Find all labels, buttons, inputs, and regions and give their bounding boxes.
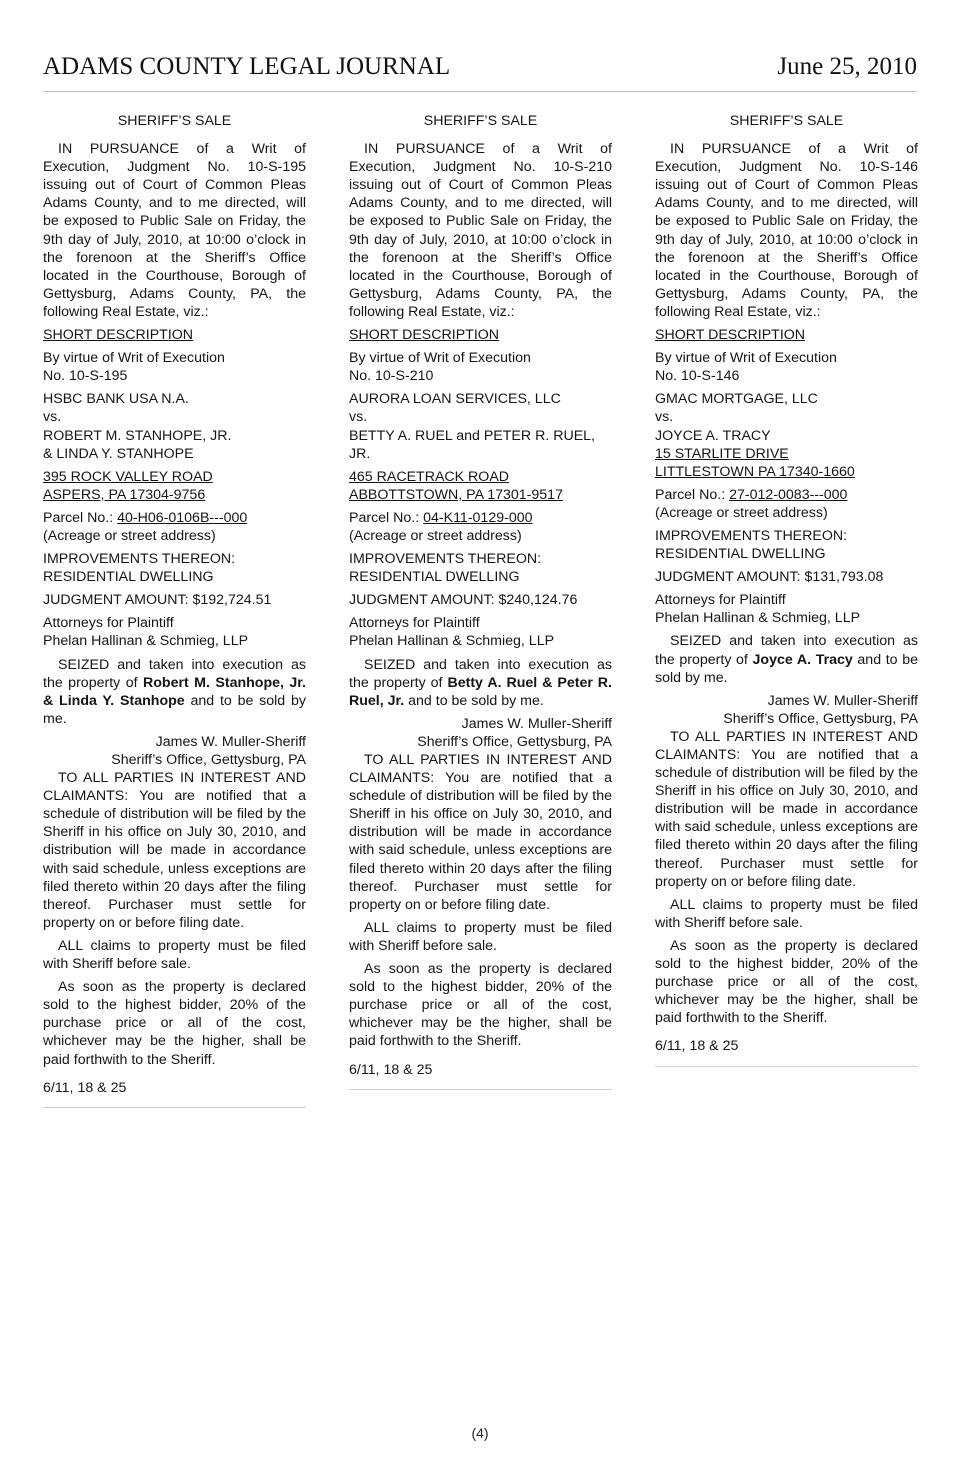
header-divider [43, 91, 917, 92]
distribution-notice: TO ALL PARTIES IN INTEREST AND CLAIMANTS: You are notified that a schedule of distribution will be filed by the Sheriff in his office on July 30, 2010, and distribution will be made in accordance with said schedule, unless exceptions are filed thereto within 20 days after the filing thereof. Purchaser must settle for property on or before filing date. [349, 752, 612, 913]
sheriff-office: Sheriff’s Office, Gettysburg, PA [111, 752, 306, 768]
parcel-number: 04-K11-0129-000 [423, 509, 533, 526]
plaintiff: HSBC BANK USA N.A. [43, 391, 189, 408]
improvements-type: RESIDENTIAL DWELLING [349, 569, 520, 586]
notice-column-1 [43, 112, 306, 1108]
notice-title: SHERIFF’S SALE [423, 113, 538, 129]
sheriff-name: James W. Muller-Sheriff [155, 733, 306, 750]
notice-intro: IN PURSUANCE of a Writ of Execution, Judgment No. 10-S-210 issuing out of Court of Common Pleas Adams County, and to me directed, will be exposed to Public Sale on Friday, the 9th day of July, 2010, at 10:00 o’clock in the forenoon at the Sheriff’s Office located in the Courthouse, Borough of Gettysburg, Adams County, PA, the following Real Estate, viz.: [349, 141, 612, 320]
co-defendant: & LINDA Y. STANHOPE [43, 445, 194, 462]
publication-dates: 6/11, 18 & 25 [349, 1061, 433, 1078]
acreage-note: (Acreage or street address) [349, 527, 522, 544]
seized-text-end: and to be sold by me. [404, 692, 544, 709]
plaintiff: AURORA LOAN SERVICES, LLC [349, 391, 561, 408]
property-street: 465 RACETRACK ROAD [349, 468, 510, 485]
seized-text-end: and to be sold by me. [43, 692, 306, 727]
page-number: (4) [471, 1425, 489, 1441]
property-city: LITTLESTOWN PA 17340-1660 [655, 463, 855, 480]
judgment-amount: JUDGMENT AMOUNT: $192,724.51 [43, 592, 272, 609]
publication-dates: 6/11, 18 & 25 [655, 1038, 739, 1055]
issue-date: June 25, 2010 [777, 53, 917, 80]
bid-terms: As soon as the property is declared sold to the highest bidder, 20% of the purchase price or all of the cost, whichever may be the higher, shall be paid forthwith to the Sheriff. [655, 937, 918, 1027]
attorneys-label: Attorneys for Plaintiff [655, 592, 786, 609]
acreage-note: (Acreage or street address) [43, 527, 216, 544]
parcel-line [43, 509, 306, 527]
seized-text: SEIZED and taken into execution as the property of [655, 633, 918, 668]
judgment-amount: JUDGMENT AMOUNT: $240,124.76 [349, 592, 578, 609]
short-description-heading: SHORT DESCRIPTION [349, 327, 500, 344]
property-city: ASPERS, PA 17304-9756 [43, 486, 206, 503]
seized-statement [655, 632, 918, 686]
improvements-type: RESIDENTIAL DWELLING [43, 569, 214, 586]
publication-dates: 6/11, 18 & 25 [43, 1079, 127, 1096]
claims-notice: ALL claims to property must be filed with Sheriff before sale. [349, 919, 612, 954]
sheriff-name: James W. Muller-Sheriff [461, 715, 612, 732]
claims-notice: ALL claims to property must be filed with Sheriff before sale. [655, 896, 918, 931]
notice-column-3 [655, 112, 918, 1067]
claims-notice: ALL claims to property must be filed with Sheriff before sale. [43, 937, 306, 973]
seized-text: SEIZED and taken into execution as the property of [349, 656, 612, 691]
parcel-number: 27-012-0083---000 [729, 486, 848, 503]
acreage-note: (Acreage or street address) [655, 504, 828, 521]
notice-column-2 [349, 112, 612, 1090]
notice-title: SHERIFF’S SALE [729, 113, 844, 129]
defendant: JOYCE A. TRACY [655, 427, 771, 444]
parcel-number: 40-H06-0106B---000 [117, 509, 248, 526]
parcel-label: Parcel No.: [43, 509, 118, 526]
notice-title: SHERIFF’S SALE [117, 113, 232, 129]
plaintiff: GMAC MORTGAGE, LLC [655, 391, 818, 408]
property-street: 15 STARLITE DRIVE [655, 445, 789, 462]
parcel-label: Parcel No.: [655, 486, 730, 503]
bid-terms: As soon as the property is declared sold to the highest bidder, 20% of the purchase price or all of the cost, whichever may be the higher, shall be paid forthwith to the Sheriff. [43, 979, 306, 1068]
improvements-heading: IMPROVEMENTS THEREON: [43, 551, 236, 568]
improvements-type: RESIDENTIAL DWELLING [655, 546, 826, 563]
writ-number: No. 10-S-146 [655, 368, 740, 385]
notice-end-divider [43, 1107, 306, 1108]
seized-owner: Betty A. Ruel & Peter R. Ruel, Jr. [349, 674, 612, 709]
parcel-label: Parcel No.: [349, 509, 424, 526]
parcel-line [655, 486, 918, 504]
versus: vs. [349, 409, 368, 426]
journal-title: ADAMS COUNTY LEGAL JOURNAL [43, 53, 451, 80]
seized-owner: Robert M. Stanhope, Jr. & Linda Y. Stanhope [43, 674, 306, 709]
sheriff-office: Sheriff’s Office, Gettysburg, PA [417, 733, 612, 750]
attorneys-label: Attorneys for Plaintiff [43, 615, 174, 632]
notice-intro: IN PURSUANCE of a Writ of Execution, Judgment No. 10-S-195 issuing out of Court of Common Pleas Adams County, and to me directed, will be exposed to Public Sale on Friday, the 9th day of July, 2010, at 10:00 o’clock in the forenoon at the Sheriff’s Office located in the Courthouse, Borough of Gettysburg, Adams County, PA, the following Real Estate, viz.: [43, 141, 306, 320]
distribution-notice: TO ALL PARTIES IN INTEREST AND CLAIMANTS: You are notified that a schedule of distribution will be filed by the Sheriff in his office on July 30, 2010, and distribution will be made in accordance with said schedule, unless exceptions are filed thereto within 20 days after the filing thereof. Purchaser must settle for property on or before filing date. [655, 728, 918, 890]
parcel-line [349, 509, 612, 527]
property-street: 395 ROCK VALLEY ROAD [43, 468, 213, 485]
attorneys-firm: Phelan Hallinan & Schmieg, LLP [655, 610, 861, 627]
writ-line: By virtue of Writ of Execution [43, 350, 225, 367]
writ-number: No. 10-S-195 [43, 368, 128, 385]
notice-end-divider [655, 1066, 918, 1067]
attorneys-firm: Phelan Hallinan & Schmieg, LLP [43, 633, 249, 650]
distribution-notice: TO ALL PARTIES IN INTEREST AND CLAIMANTS: You are notified that a schedule of distribution will be filed by the Sheriff in his office on July 30, 2010, and distribution will be made in accordance with said schedule, unless exceptions are filed thereto within 20 days after the filing thereof. Purchaser must settle for property on or before filing date. [43, 770, 306, 931]
writ-number: No. 10-S-210 [349, 368, 434, 385]
short-description-heading: SHORT DESCRIPTION [655, 327, 806, 344]
improvements-heading: IMPROVEMENTS THEREON: [349, 551, 542, 568]
attorneys-label: Attorneys for Plaintiff [349, 615, 480, 632]
property-city: ABBOTTSTOWN, PA 17301-9517 [349, 486, 563, 503]
writ-line: By virtue of Writ of Execution [349, 350, 531, 367]
seized-text: SEIZED and taken into execution as the property of [43, 656, 306, 691]
judgment-amount: JUDGMENT AMOUNT: $131,793.08 [655, 569, 884, 586]
seized-statement [43, 656, 306, 728]
defendant: BETTY A. RUEL and PETER R. RUEL, JR. [349, 427, 596, 462]
improvements-heading: IMPROVEMENTS THEREON: [655, 527, 848, 544]
short-description-heading: SHORT DESCRIPTION [43, 327, 194, 344]
bid-terms: As soon as the property is declared sold to the highest bidder, 20% of the purchase price or all of the cost, whichever may be the higher, shall be paid forthwith to the Sheriff. [349, 961, 612, 1050]
versus: vs. [43, 409, 62, 426]
versus: vs. [655, 409, 674, 426]
defendant: ROBERT M. STANHOPE, JR. [43, 427, 232, 444]
notice-end-divider [349, 1089, 612, 1090]
journal-header [43, 52, 917, 82]
notice-intro: IN PURSUANCE of a Writ of Execution, Judgment No. 10-S-146 issuing out of Court of Common Pleas Adams County, and to me directed, will be exposed to Public Sale on Friday, the 9th day of July, 2010, at 10:00 o’clock in the forenoon at the Sheriff’s Office located in the Courthouse, Borough of Gettysburg, Adams County, PA, the following Real Estate, viz.: [655, 141, 918, 320]
attorneys-firm: Phelan Hallinan & Schmieg, LLP [349, 633, 555, 650]
sheriff-office: Sheriff’s Office, Gettysburg, PA [723, 710, 918, 727]
writ-line: By virtue of Writ of Execution [655, 350, 837, 367]
sheriff-name: James W. Muller-Sheriff [767, 692, 918, 709]
seized-text-end: and to be sold by me. [655, 651, 918, 686]
seized-owner: Joyce A. Tracy [752, 651, 853, 668]
seized-statement [349, 656, 612, 710]
